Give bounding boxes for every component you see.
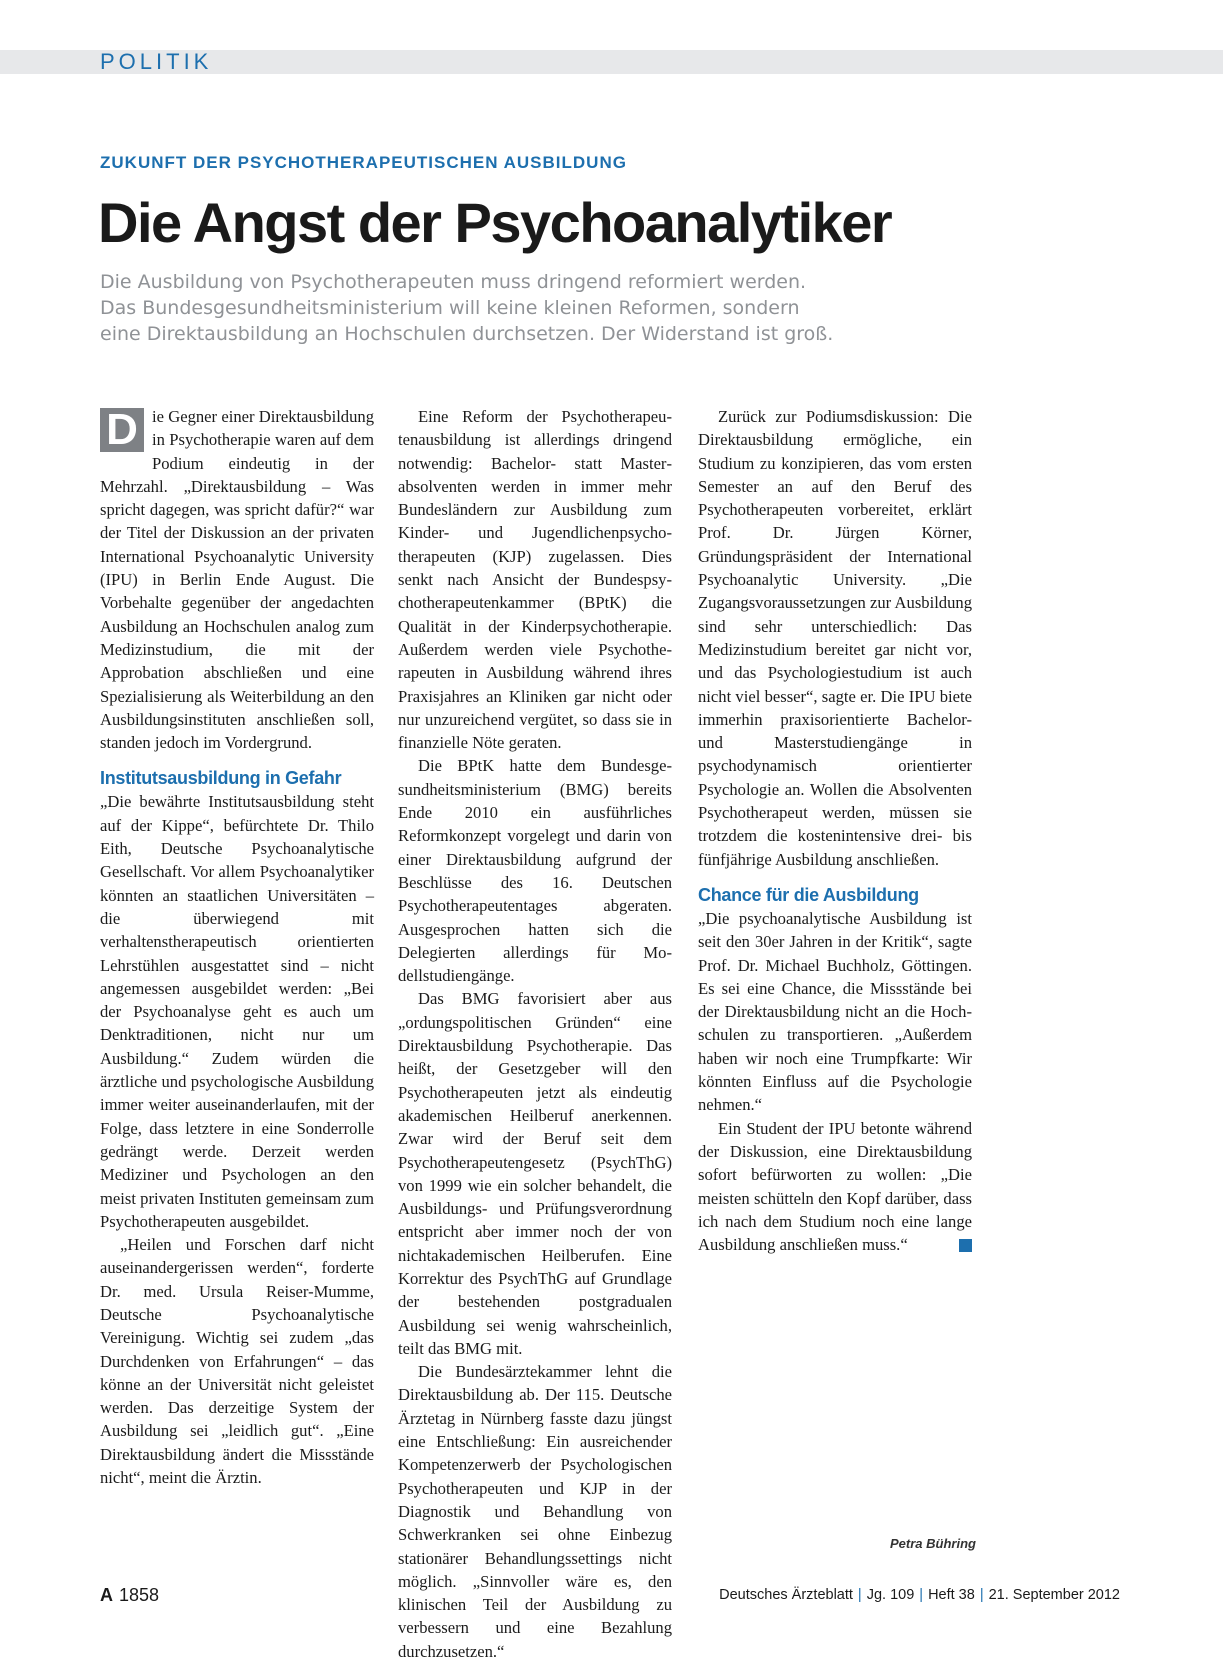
article-lead bbox=[100, 269, 930, 347]
lead-line: eine Direktausbildung an Hochschulen durchsetzen. Der Widerstand ist groß. bbox=[100, 323, 834, 345]
article-column-2 bbox=[398, 405, 672, 1663]
body-paragraph: „Die bewährte Institutsausbildung steht auf der Kippe“, befürchtete Dr. Thilo Eith, Deutsche Psychoanalytische Gesellschaft. Vor allem Psychoanalytiker könnten an staatlichen Universitäten – die überwiegend mit verhaltenstherapeutisch orientierten Lehrstühlen ausgestattet sind – nicht angemessen ausgebildet werden: „Bei der Psychoanalyse geht es auch um Denktraditionen, nicht nur um Ausbildung.“ Zudem würden die ärztliche und psychologische Ausbildung immer weiter auseinanderlaufen, mit der Folge, dass letztere in eine Sonderrolle gedrängt werde. Derzeit werden Mediziner und Psychologen an den meist privaten Instituten gemeinsam zum Psychotherapeuten ausgebildet. bbox=[100, 792, 374, 1231]
page-prefix: A bbox=[100, 1585, 113, 1605]
page-number bbox=[100, 1585, 159, 1606]
body-paragraph: Das BMG favorisiert aber aus „ordungspolitischen Gründen“ eine Direktausbildung Psychotherapie. Das heißt, der Gesetzgeber will den Psychotherapeuten jetzt als eindeutig akademischen Heilberuf anerkennen. Zwar wird der Beruf seit dem Psychotherapeutengesetz (PsychThG) von 1999 wie ein solcher behandelt, die Ausbildungs- und Prüfungsverordnung entspricht aber immer noch der von nichtakademischen Heilberufen. Eine Korrektur des PsychThG auf Grundlage der bestehenden postgradualen Ausbildung sei wenig wahrscheinlich, teilt das BMG mit. bbox=[398, 989, 672, 1358]
article-column-1 bbox=[100, 405, 374, 1489]
body-paragraph: Ein Student der IPU betonte während der Diskussion, eine Direktausbildung sofort befürworten zu wollen: „Die meisten schütteln den Kopf darüber, dass ich nach dem Studium noch eine lange Ausbildung anschließen muss.“ bbox=[698, 1118, 972, 1255]
separator-icon: | bbox=[857, 1587, 862, 1603]
footer-info bbox=[719, 1587, 1120, 1603]
journal-volume: Jg. 109 bbox=[866, 1587, 915, 1603]
subheading: Chance für die Ausbildung bbox=[698, 884, 919, 905]
subheading: Institutsausbildung in Gefahr bbox=[100, 768, 342, 789]
body-paragraph: „Heilen und Forschen darf nicht auseinandergerissen werden“, forderte Dr. med. Ursula Reiser-Mumme, Deutsche Psychoanalytische Vereinigung. Wichtig sei zudem „das Durchdenken von Erfahrungen“ – das könne an der Universität nicht geleistet werden. Das derzeitige System der Ausbildung sei „leidlich gut“. „Eine Direktausbildung ändert die Missstände nicht“, meint die Ärztin. bbox=[100, 1235, 374, 1488]
journal-name: Deutsches Ärzteblatt bbox=[719, 1587, 853, 1603]
body-paragraph: Die Bundesärztekammer lehnt die Direktausbildung ab. Der 115. Deutsche Ärztetag in Nürnberg fasste dazu jüngst eine Entschließung: Ein ausreichender Kompetenzerwerb der Psychologischen Psychotherapeuten und KJP in der Diagnostik und Behandlung von Schwerkranken sei ohne Einbezug stationärer Behandlungssettings nicht möglich. „Sinnvoller wäre es, den klinischen Teil der Ausbildung zu verbessern und eine Bezahlung durchzusetzen.“ bbox=[398, 1362, 672, 1661]
separator-icon: | bbox=[979, 1587, 984, 1603]
end-mark-icon bbox=[959, 1239, 972, 1252]
lead-line: Das Bundesgesundheitsministerium will keine kleinen Reformen, sondern bbox=[100, 297, 800, 319]
journal-date: 21. September 2012 bbox=[988, 1587, 1120, 1603]
page-number-value: 1858 bbox=[119, 1585, 160, 1605]
separator-icon: | bbox=[919, 1587, 924, 1603]
body-paragraph: „Die psychoanalytische Ausbildung ist seit den 30er Jahren in der Kritik“, sagte Prof. Dr. Michael Buchholz, Göttingen. Es sei eine Chance, die Missstände bei der Direktausbildung nicht an die Hochschulen zu transportieren. „Außerdem haben wir noch eine Trumpfkarte: Wir könnten Einfluss auf die Psychologie nehmen.“ bbox=[698, 908, 972, 1115]
body-paragraph: D ie Gegner einer Direktausbildung in Psychotherapie waren auf dem Podium eindeutig in der Mehrzahl. „Direktausbildung – Was spricht dagegen, was spricht dafür?“ war der Titel der Diskussion an der privaten International Psychoanalytic University (IPU) in Berlin Ende August. Die Vorbehalte gegenüber der angedachten Ausbildung an Hochschulen analog zum Medizinstudium, die mit der Approbation abschließen und eine Spezialisierung als Weiterbildung an den Ausbildungsinstituten anschließen soll, standen jedoch im Vordergrund. bbox=[100, 405, 374, 753]
drop-cap: D bbox=[100, 408, 144, 452]
author-byline: Petra Bühring bbox=[890, 1536, 976, 1551]
section-label: POLITIK bbox=[100, 49, 213, 74]
body-paragraph: Zurück zur Podiumsdiskussion: Die Direktausbildung ermögliche, ein Studium zu konzipieren, das vom ersten Semester an auf den Beruf des Psychotherapeuten vorbereitet, erklärt Prof. Dr. Jürgen Körner, Gründungspräsident der International Psychoanalytic University. „Die Zugangsvoraussetzungen zur Ausbildung sind sehr unterschiedlich: Das Medizinstudium bereitet gar nicht vor, und das Psychologiestudium ist auch nicht viel besser“, sagte er. Die IPU biete immerhin praxisorientierte Bachelor- und Masterstudiengänge in psychodynamisch orientierter Psychologie an. Wollen die Absolventen Psychotherapeut werden, müssen sie trotzdem die kostenintensive drei- bis fünfjährige Ausbildung anschließen. bbox=[698, 407, 972, 869]
article-kicker: ZUKUNFT DER PSYCHOTHERAPEUTISCHEN AUSBILDUNG bbox=[100, 153, 627, 172]
lead-line: Die Ausbildung von Psychotherapeuten muss dringend reformiert werden. bbox=[100, 271, 807, 293]
article-headline: Die Angst der Psychoanalytiker bbox=[98, 191, 892, 254]
article-column-3 bbox=[698, 405, 972, 1256]
body-paragraph: Die BPtK hatte dem Bundesgesundheitsministerium (BMG) bereits Ende 2010 ein ausführliches Reformkonzept vorgelegt und darin von einer Direktausbildung aufgrund der Beschlüsse des 16. Deutschen Psychotherapeutentages abgeraten. Ausgesprochen hatten sich die Delegierten allerdings für Modellstudiengänge. bbox=[398, 756, 672, 986]
body-paragraph: Eine Reform der Psychotherapeutenausbildung ist allerdings dringend notwendig: Bachelor- statt Masterabsolventen werden in immer mehr Bundesländern zur Ausbildung zum Kinder- und Jugendlichenpsychotherapeuten (KJP) zugelassen. Dies senkt nach Ansicht der Bundespsychotherapeutenkammer (BPtK) die Qualität in der Kinderpsychotherapie. Außerdem werden viele Psychotherapeuten in Ausbildung während ihres Praxisjahres an Kliniken gar nicht oder nur unzureichend vergütet, so dass sie in finanzielle Nöte geraten. bbox=[398, 407, 672, 753]
journal-issue: Heft 38 bbox=[928, 1587, 975, 1603]
